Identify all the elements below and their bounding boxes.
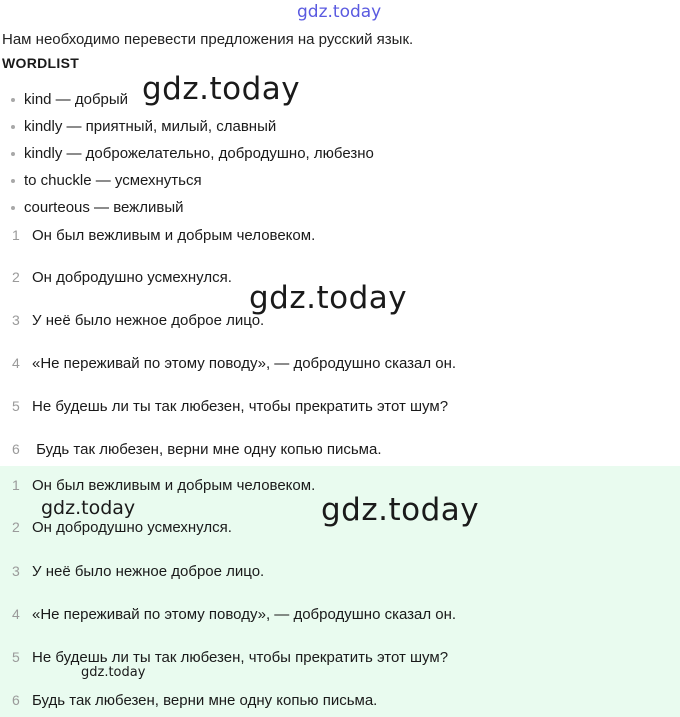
answer-text: Он добродушно усмехнулся. [32, 519, 232, 536]
wordlist-title: WORDLIST [2, 55, 80, 71]
wordlist-item [11, 199, 183, 216]
wordlist-item-text: kindly — приятный, милый, славный [24, 118, 277, 135]
watermark-big: gdz.today [249, 280, 408, 316]
exercise-number: 4 [12, 355, 20, 371]
exercise-number: 1 [12, 227, 20, 243]
exercise-number: 5 [12, 398, 20, 414]
answer-row [12, 563, 264, 580]
wordlist-item-text: courteous — вежливый [24, 199, 184, 216]
watermark-big: gdz.today [321, 492, 480, 528]
wordlist-item-text: to chuckle — усмехнуться [24, 172, 202, 189]
answer-text: Будь так любезен, верни мне одну копью письма. [32, 692, 378, 709]
wordlist-item-text: kind — добрый [24, 91, 129, 108]
bullet-icon [11, 179, 15, 183]
answer-number: 6 [12, 692, 20, 708]
wordlist-item [11, 172, 202, 189]
exercise-row [12, 312, 264, 329]
answer-row [12, 606, 456, 623]
exercise-text: Он был вежливым и добрым человеком. [32, 227, 316, 244]
answer-text: У неё было нежное доброе лицо. [32, 563, 265, 580]
wordlist-item [11, 91, 128, 108]
exercise-number: 6 [12, 441, 20, 457]
exercise-row [12, 355, 456, 372]
watermark-small: gdz.today [41, 497, 136, 519]
exercise-row [12, 398, 448, 415]
answer-row [12, 649, 448, 666]
bullet-icon [11, 98, 15, 102]
bullet-icon [11, 125, 15, 129]
bullet-icon [11, 152, 15, 156]
answer-text: Он был вежливым и добрым человеком. [32, 477, 316, 494]
wordlist-item-text: kindly — доброжелательно, добродушно, любезно [24, 145, 374, 162]
exercise-number: 3 [12, 312, 20, 328]
intro-text: Нам необходимо перевести предложения на русский язык. [2, 31, 414, 48]
bullet-icon [11, 206, 15, 210]
exercise-text: Не будешь ли ты так любезен, чтобы прекратить этот шум? [32, 398, 449, 415]
watermark-top: gdz.today [297, 2, 382, 22]
wordlist-item [11, 118, 276, 135]
answer-number: 1 [12, 477, 20, 493]
answer-number: 3 [12, 563, 20, 579]
answer-text: Не будешь ли ты так любезен, чтобы прекратить этот шум? [32, 649, 449, 666]
watermark-big: gdz.today [142, 71, 301, 107]
answer-number: 2 [12, 519, 20, 535]
answer-row [12, 477, 315, 494]
answer-number: 4 [12, 606, 20, 622]
exercise-row [12, 269, 232, 286]
exercise-row [12, 441, 382, 458]
exercise-text: У неё было нежное доброе лицо. [32, 312, 265, 329]
answer-row [12, 519, 232, 536]
exercise-text: Он добродушно усмехнулся. [32, 269, 232, 286]
answer-number: 5 [12, 649, 20, 665]
exercise-text: Будь так любезен, верни мне одну копью письма. [32, 441, 382, 458]
exercise-number: 2 [12, 269, 20, 285]
wordlist-item [11, 145, 374, 162]
exercise-row [12, 227, 315, 244]
answer-text: «Не переживай по этому поводу», — добродушно сказал он. [32, 606, 457, 623]
answer-row [12, 692, 377, 709]
watermark-tiny: gdz.today [81, 665, 146, 680]
exercise-text: «Не переживай по этому поводу», — добродушно сказал он. [32, 355, 457, 372]
